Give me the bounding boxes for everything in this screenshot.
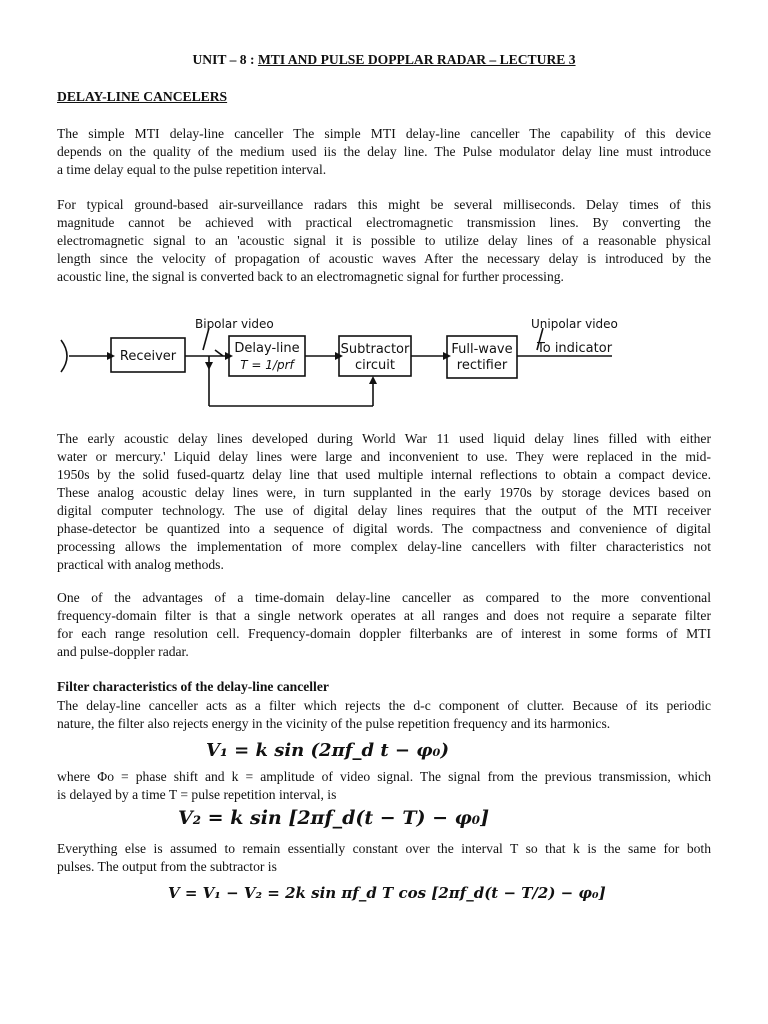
equation-v: V = V₁ − V₂ = 2k sin πf_d T cos [2πf_d(t − T/2) − φ₀]	[168, 884, 606, 902]
paragraph-line: water or mercury.' Liquid delay lines were large and inconvenient to use. They were replaced in the mid-	[57, 449, 711, 464]
paragraph-line: depends on the quality of the medium used iis the delay line. The Pulse modulator delay line must introduce	[57, 144, 711, 159]
paragraph-line: The delay-line canceller acts as a filter which rejects the d-c component of clutter. Because of its periodic	[57, 698, 711, 713]
paragraph-line: where Φo = phase shift and k = amplitude of video signal. The signal from the previous transmission, which	[57, 769, 711, 784]
section-heading: DELAY-LINE CANCELERS	[57, 89, 228, 104]
antenna-icon	[61, 340, 67, 372]
paragraph-line: processing allows the implementation of more complex delay-line cancellers with filter characteristics not	[57, 539, 711, 554]
delay-line-label: Delay-line	[234, 341, 300, 356]
rectifier-label-1: Full-wave	[451, 342, 513, 357]
paragraph-line: magnitude cannot be achieved with practical electromagnetic transmission lines. By converting the	[57, 215, 711, 230]
paragraph-line: is delayed by a time T = pulse repetition interval, is	[57, 787, 337, 802]
paragraph-line: For typical ground-based air-surveillance radars this might be several milliseconds. Delay times of this	[57, 197, 711, 212]
bipolar-video-label: Bipolar video	[195, 317, 274, 331]
paragraph-line: a time delay equal to the pulse repetition interval.	[57, 162, 327, 177]
mti-block-diagram	[57, 296, 620, 420]
paragraph-line: phase-detector be quantized into a sequence of digital words. The compactness and convenience of digital	[57, 521, 711, 536]
equation-v1: V₁ = k sin (2πf_d t − φ₀)	[206, 740, 449, 761]
paragraph-line: These analog acoustic delay lines were, in turn supplanted in the early 1970s by storage devices based on	[57, 485, 711, 500]
paragraph-line: Everything else is assumed to remain essentially constant over the interval T so that k is the same for both	[57, 841, 711, 856]
paragraph-line: practical with analog methods.	[57, 557, 224, 572]
subtractor-label-2: circuit	[355, 358, 395, 373]
paragraph-line: and pulse-doppler radar.	[57, 644, 189, 659]
rectifier-label-2: rectifier	[456, 358, 508, 373]
subtractor-label-1: Subtractor	[340, 342, 410, 357]
paragraph-line: The simple MTI delay-line canceller The simple MTI delay-line canceller The capability of this device	[57, 126, 711, 141]
receiver-label: Receiver	[119, 349, 177, 364]
paragraph-line: for each range resolution cell. Frequency-domain doppler filterbanks are of interest in some forms of MTI	[57, 626, 711, 641]
paragraph-line: acoustic line, the signal is converted back to an electromagnetic signal for further processing.	[57, 269, 564, 284]
paragraph-line: pulses. The output from the subtractor is	[57, 859, 277, 874]
page-title	[0, 52, 768, 68]
subheading: Filter characteristics of the delay-line canceller	[57, 679, 329, 694]
title-prefix: UNIT – 8 :	[192, 52, 258, 67]
title-underlined: MTI AND PULSE DOPPLAR RADAR – LECTURE 3	[257, 52, 576, 67]
paragraph-line: 1950s by the solid fused-quartz delay line that used multiple internal reflections to obtain a compact device.	[57, 467, 711, 482]
paragraph-line: One of the advantages of a time-domain delay-line canceller as compared to the more conventional	[57, 590, 711, 605]
paragraph-line: length since the velocity of propagation of acoustic waves After the necessary delay is introduced by the	[57, 251, 711, 266]
paragraph-line: nature, the filter also rejects energy in the vicinity of the pulse repetition frequency and its harmonics.	[57, 716, 611, 731]
paragraph-line: frequency-domain filter is that a single network operates at all ranges and does not require a separate filter	[57, 608, 711, 623]
indicator-label: To indicator	[537, 341, 613, 356]
unipolar-video-label: Unipolar video	[531, 317, 618, 331]
equation-v2: V₂ = k sin [2πf_d(t − T) − φ₀]	[178, 807, 490, 829]
delay-formula: T = 1/prf	[240, 358, 294, 372]
paragraph-line: digital computer technology. The use of digital delay lines requires that the output of the MTI receiver	[57, 503, 711, 518]
paragraph-line: The early acoustic delay lines developed during World War 11 used liquid delay lines filled with either	[57, 431, 711, 446]
paragraph-line: electromagnetic signal to an 'acoustic signal it is possible to utilize delay lines of a reasonable physical	[57, 233, 711, 248]
